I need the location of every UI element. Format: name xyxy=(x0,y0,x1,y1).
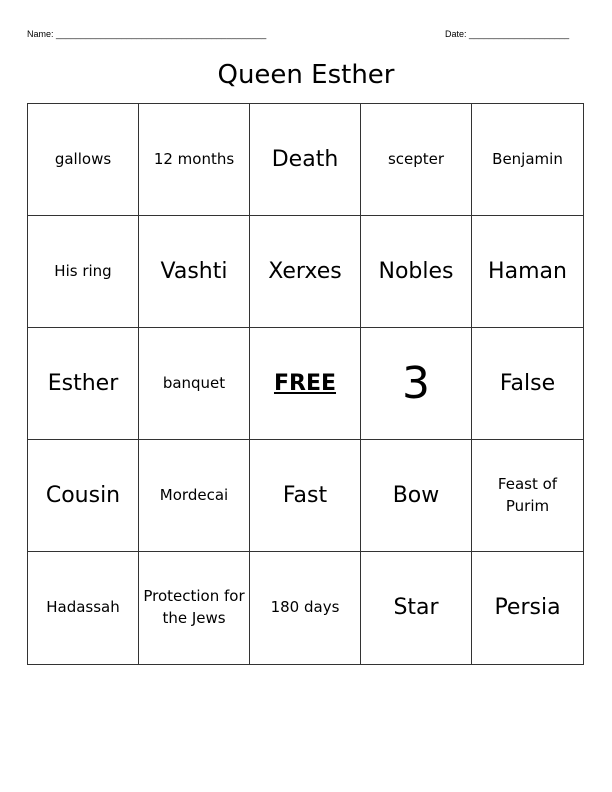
bingo-cell: Benjamin xyxy=(472,104,583,216)
bingo-cell: Mordecai xyxy=(139,440,250,552)
bingo-cell: Protection for the Jews xyxy=(139,552,250,664)
bingo-cell: Vashti xyxy=(139,216,250,328)
bingo-cell: His ring xyxy=(28,216,139,328)
page-title: Queen Esther xyxy=(217,60,395,90)
bingo-cell: Nobles xyxy=(361,216,472,328)
bingo-cell: False xyxy=(472,328,583,440)
bingo-cell: Xerxes xyxy=(250,216,361,328)
bingo-cell: Star xyxy=(361,552,472,664)
bingo-cell: gallows xyxy=(28,104,139,216)
bingo-cell: 12 months xyxy=(139,104,250,216)
bingo-cell: Bow xyxy=(361,440,472,552)
bingo-cell: Cousin xyxy=(28,440,139,552)
bingo-cell: Persia xyxy=(494,595,561,621)
date-field-line: Date: ____________________ xyxy=(445,29,570,39)
name-field-line: Name: __________________________________________ xyxy=(27,29,267,39)
bingo-cell: Feast of Purim xyxy=(472,440,583,552)
bingo-cell: Hadassah xyxy=(28,552,139,664)
bingo-cell: banquet xyxy=(139,328,250,440)
bingo-cell: Death xyxy=(250,104,361,216)
bingo-cell: 180 days xyxy=(250,552,361,664)
bingo-cell: Esther xyxy=(28,328,139,440)
free-space-cell: FREE xyxy=(250,328,361,440)
bingo-cell: Haman xyxy=(472,216,583,328)
bingo-cell: 3 xyxy=(361,328,472,440)
bingo-grid xyxy=(27,103,584,665)
bingo-cell: scepter xyxy=(361,104,472,216)
bingo-cell: Fast xyxy=(250,440,361,552)
